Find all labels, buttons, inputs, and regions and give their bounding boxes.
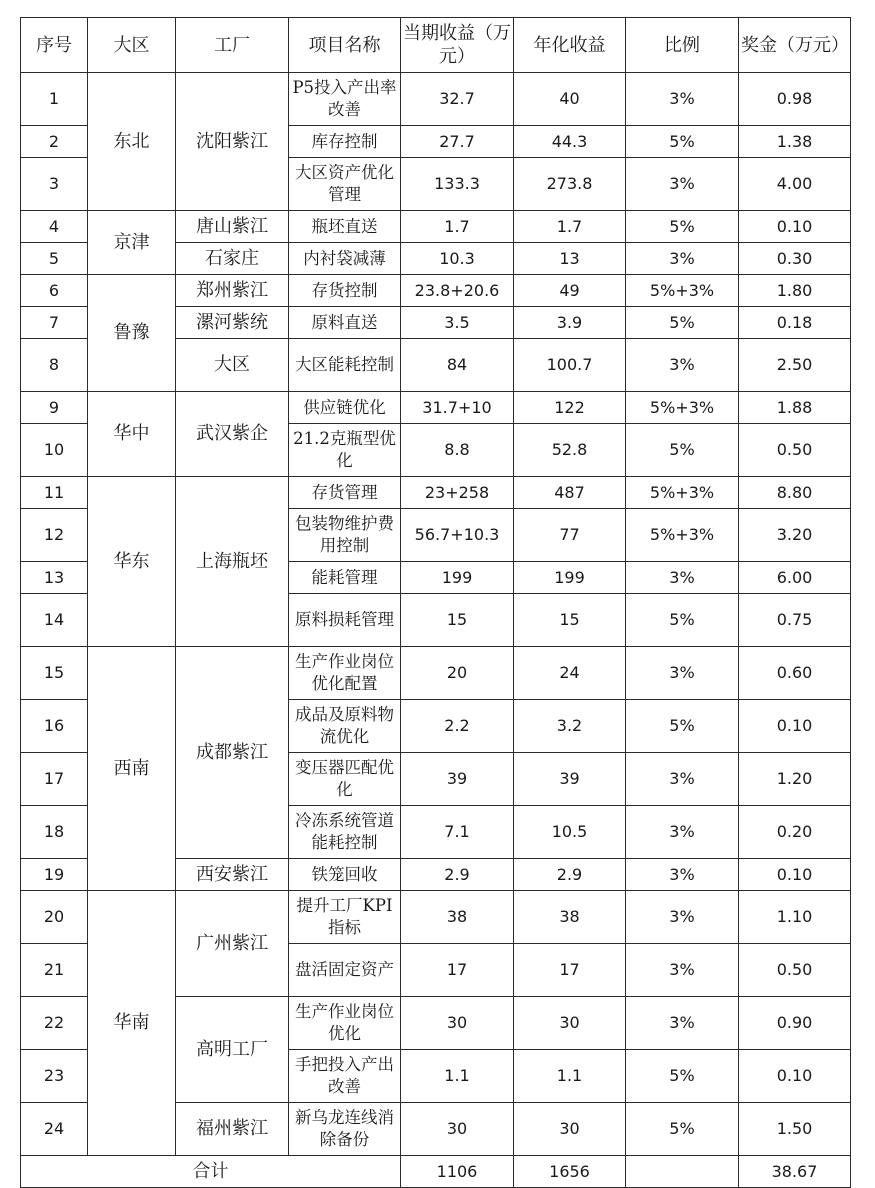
bonus-cell: 8.80: [739, 477, 851, 509]
ratio-cell: 3%: [626, 562, 739, 594]
bonus-cell: 1.80: [739, 275, 851, 307]
annual-cell: 10.5: [514, 806, 626, 859]
bonus-cell: 0.98: [739, 73, 851, 126]
row-number: 16: [21, 700, 88, 753]
row-number: 18: [21, 806, 88, 859]
bonus-cell: 1.88: [739, 392, 851, 424]
row-number: 20: [21, 891, 88, 944]
row-number: 11: [21, 477, 88, 509]
current-cell: 30: [401, 997, 514, 1050]
factory-cell: 唐山紫江: [176, 211, 289, 243]
current-cell: 1.1: [401, 1050, 514, 1103]
annual-cell: 487: [514, 477, 626, 509]
header-cell: 当期收益（万元）: [401, 18, 514, 73]
project-cell: 手把投入产出改善: [289, 1050, 401, 1103]
factory-cell: 上海瓶坯: [176, 477, 289, 647]
ratio-cell: 5%: [626, 1050, 739, 1103]
header-cell: 序号: [21, 18, 88, 73]
ratio-cell: 3%: [626, 753, 739, 806]
project-cell: 提升工厂KPI指标: [289, 891, 401, 944]
bonus-cell: 0.75: [739, 594, 851, 647]
region-cell: 华南: [88, 891, 176, 1156]
row-number: 9: [21, 392, 88, 424]
current-cell: 133.3: [401, 158, 514, 211]
factory-cell: 成都紫江: [176, 647, 289, 859]
project-cell: P5投入产出率改善: [289, 73, 401, 126]
bonus-cell: 0.60: [739, 647, 851, 700]
project-cell: 供应链优化: [289, 392, 401, 424]
annual-cell: 273.8: [514, 158, 626, 211]
annual-cell: 1.1: [514, 1050, 626, 1103]
current-cell: 8.8: [401, 424, 514, 477]
header-cell: 工厂: [176, 18, 289, 73]
ratio-cell: 5%+3%: [626, 509, 739, 562]
project-cell: 原料损耗管理: [289, 594, 401, 647]
row-number: 3: [21, 158, 88, 211]
project-cell: 冷冻系统管道能耗控制: [289, 806, 401, 859]
factory-cell: 大区: [176, 339, 289, 392]
region-cell: 东北: [88, 73, 176, 211]
project-cell: 原料直送: [289, 307, 401, 339]
row-number: 12: [21, 509, 88, 562]
row-number: 23: [21, 1050, 88, 1103]
current-cell: 39: [401, 753, 514, 806]
ratio-cell: 5%: [626, 307, 739, 339]
annual-cell: 100.7: [514, 339, 626, 392]
annual-cell: 122: [514, 392, 626, 424]
bonus-cell: 0.50: [739, 944, 851, 997]
current-cell: 2.2: [401, 700, 514, 753]
project-cell: 存货管理: [289, 477, 401, 509]
current-cell: 15: [401, 594, 514, 647]
row-number: 22: [21, 997, 88, 1050]
project-cell: 生产作业岗位优化: [289, 997, 401, 1050]
factory-cell: 郑州紫江: [176, 275, 289, 307]
row-number: 8: [21, 339, 88, 392]
annual-cell: 40: [514, 73, 626, 126]
row-number: 17: [21, 753, 88, 806]
annual-cell: 3.9: [514, 307, 626, 339]
project-cell: 大区资产优化管理: [289, 158, 401, 211]
project-cell: 盘活固定资产: [289, 944, 401, 997]
current-cell: 23.8+20.6: [401, 275, 514, 307]
row-number: 1: [21, 73, 88, 126]
project-cell: 包装物维护费用控制: [289, 509, 401, 562]
bonus-cell: 0.30: [739, 243, 851, 275]
current-cell: 199: [401, 562, 514, 594]
current-cell: 31.7+10: [401, 392, 514, 424]
row-number: 24: [21, 1103, 88, 1156]
annual-cell: 2.9: [514, 859, 626, 891]
current-cell: 3.5: [401, 307, 514, 339]
bonus-cell: 1.10: [739, 891, 851, 944]
project-cell: 大区能耗控制: [289, 339, 401, 392]
annual-cell: 15: [514, 594, 626, 647]
ratio-cell: 3%: [626, 158, 739, 211]
bonus-cell: 0.10: [739, 211, 851, 243]
annual-cell: 17: [514, 944, 626, 997]
factory-cell: 沈阳紫江: [176, 73, 289, 211]
row-number: 5: [21, 243, 88, 275]
current-cell: 7.1: [401, 806, 514, 859]
table-row: [21, 275, 851, 307]
bonus-cell: 0.10: [739, 859, 851, 891]
bonus-cell: 1.50: [739, 1103, 851, 1156]
row-number: 10: [21, 424, 88, 477]
region-cell: 华中: [88, 392, 176, 477]
row-number: 15: [21, 647, 88, 700]
ratio-cell: 3%: [626, 73, 739, 126]
current-cell: 27.7: [401, 126, 514, 158]
header-cell: 年化收益: [514, 18, 626, 73]
current-cell: 2.9: [401, 859, 514, 891]
header-cell: 比例: [626, 18, 739, 73]
project-cell: 铁笼回收: [289, 859, 401, 891]
table-row: [21, 647, 851, 700]
bonus-cell: 3.20: [739, 509, 851, 562]
header-cell: 奖金（万元）: [739, 18, 851, 73]
project-cell: 存货控制: [289, 275, 401, 307]
current-cell: 32.7: [401, 73, 514, 126]
header-cell: 项目名称: [289, 18, 401, 73]
table-row: [21, 891, 851, 944]
annual-cell: 38: [514, 891, 626, 944]
row-number: 13: [21, 562, 88, 594]
annual-cell: 13: [514, 243, 626, 275]
row-number: 2: [21, 126, 88, 158]
ratio-cell: 5%: [626, 594, 739, 647]
row-number: 7: [21, 307, 88, 339]
region-cell: 华东: [88, 477, 176, 647]
current-cell: 38: [401, 891, 514, 944]
current-cell: 17: [401, 944, 514, 997]
current-cell: 10.3: [401, 243, 514, 275]
current-cell: 84: [401, 339, 514, 392]
annual-cell: 1.7: [514, 211, 626, 243]
table-row: [21, 392, 851, 424]
table-row: [21, 211, 851, 243]
annual-cell: 77: [514, 509, 626, 562]
current-cell: 1.7: [401, 211, 514, 243]
ratio-cell: 3%: [626, 944, 739, 997]
total-annual: 1656: [514, 1156, 626, 1188]
ratio-cell: 3%: [626, 859, 739, 891]
annual-cell: 3.2: [514, 700, 626, 753]
bonus-cell: 0.10: [739, 1050, 851, 1103]
row-number: 19: [21, 859, 88, 891]
project-cell: 变压器匹配优化: [289, 753, 401, 806]
region-cell: 京津: [88, 211, 176, 275]
annual-cell: 30: [514, 997, 626, 1050]
ratio-cell: 5%: [626, 700, 739, 753]
ratio-cell: 3%: [626, 243, 739, 275]
project-cell: 内衬袋减薄: [289, 243, 401, 275]
bonus-cell: 2.50: [739, 339, 851, 392]
project-cell: 生产作业岗位优化配置: [289, 647, 401, 700]
total-ratio: [626, 1156, 739, 1188]
project-cell: 21.2克瓶型优化: [289, 424, 401, 477]
annual-cell: 52.8: [514, 424, 626, 477]
current-cell: 23+258: [401, 477, 514, 509]
total-bonus: 38.67: [739, 1156, 851, 1188]
ratio-cell: 5%+3%: [626, 392, 739, 424]
ratio-cell: 5%: [626, 211, 739, 243]
factory-cell: 漯河紫统: [176, 307, 289, 339]
project-cell: 库存控制: [289, 126, 401, 158]
row-number: 6: [21, 275, 88, 307]
ratio-cell: 3%: [626, 339, 739, 392]
row-number: 21: [21, 944, 88, 997]
bonus-cell: 6.00: [739, 562, 851, 594]
factory-cell: 石家庄: [176, 243, 289, 275]
total-current: 1106: [401, 1156, 514, 1188]
bonus-cell: 0.90: [739, 997, 851, 1050]
bonus-table: [20, 17, 851, 1188]
ratio-cell: 5%: [626, 424, 739, 477]
ratio-cell: 5%: [626, 1103, 739, 1156]
bonus-cell: 0.10: [739, 700, 851, 753]
factory-cell: 广州紫江: [176, 891, 289, 997]
current-cell: 56.7+10.3: [401, 509, 514, 562]
factory-cell: 高明工厂: [176, 997, 289, 1103]
current-cell: 20: [401, 647, 514, 700]
region-cell: 鲁豫: [88, 275, 176, 392]
ratio-cell: 5%+3%: [626, 477, 739, 509]
bonus-cell: 0.18: [739, 307, 851, 339]
total-label: 合计: [21, 1156, 401, 1188]
ratio-cell: 5%: [626, 126, 739, 158]
current-cell: 30: [401, 1103, 514, 1156]
annual-cell: 49: [514, 275, 626, 307]
ratio-cell: 3%: [626, 891, 739, 944]
factory-cell: 福州紫江: [176, 1103, 289, 1156]
total-row: [21, 1156, 851, 1188]
header-cell: 大区: [88, 18, 176, 73]
project-cell: 瓶坯直送: [289, 211, 401, 243]
factory-cell: 西安紫江: [176, 859, 289, 891]
bonus-cell: 0.20: [739, 806, 851, 859]
bonus-cell: 1.38: [739, 126, 851, 158]
table-row: [21, 73, 851, 126]
bonus-cell: 1.20: [739, 753, 851, 806]
table-row: [21, 477, 851, 509]
bonus-cell: 4.00: [739, 158, 851, 211]
ratio-cell: 5%+3%: [626, 275, 739, 307]
region-cell: 西南: [88, 647, 176, 891]
ratio-cell: 3%: [626, 647, 739, 700]
annual-cell: 39: [514, 753, 626, 806]
bonus-cell: 0.50: [739, 424, 851, 477]
row-number: 4: [21, 211, 88, 243]
ratio-cell: 3%: [626, 997, 739, 1050]
annual-cell: 24: [514, 647, 626, 700]
project-cell: 成品及原料物流优化: [289, 700, 401, 753]
factory-cell: 武汉紫企: [176, 392, 289, 477]
annual-cell: 30: [514, 1103, 626, 1156]
project-cell: 能耗管理: [289, 562, 401, 594]
annual-cell: 44.3: [514, 126, 626, 158]
annual-cell: 199: [514, 562, 626, 594]
row-number: 14: [21, 594, 88, 647]
header-row: [21, 18, 851, 73]
ratio-cell: 3%: [626, 806, 739, 859]
project-cell: 新乌龙连线消除备份: [289, 1103, 401, 1156]
